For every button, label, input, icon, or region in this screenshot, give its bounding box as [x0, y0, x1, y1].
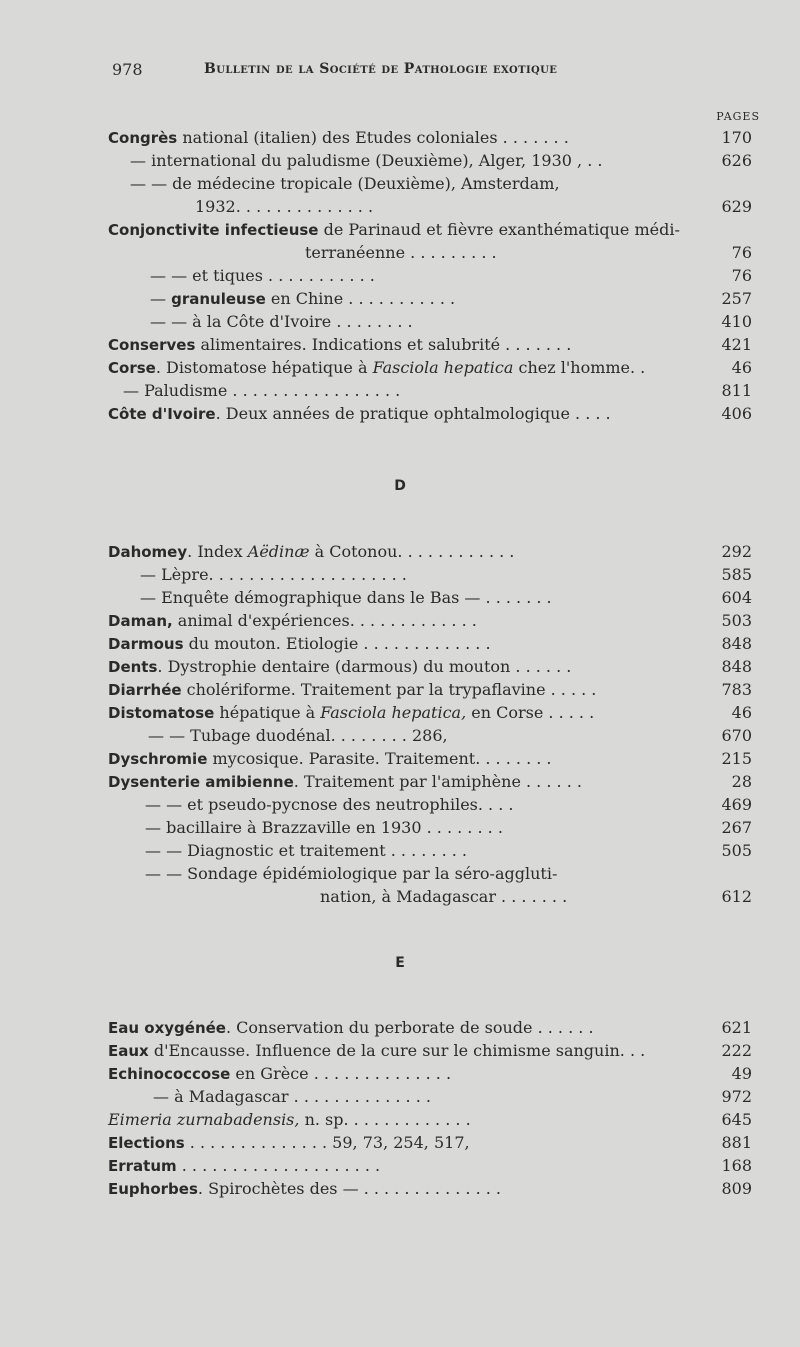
entry-keyword: Darmous — [108, 635, 184, 653]
index-entry — [0, 380, 800, 402]
index-entry — [0, 725, 800, 747]
entry-page-number: 621 — [721, 1018, 752, 1037]
page-number: 978 — [112, 60, 143, 79]
entry-continuation: chez l'homme. . — [513, 358, 646, 377]
index-entry — [0, 311, 800, 333]
index-entry — [0, 265, 800, 287]
index-entry — [0, 541, 800, 563]
entry-description: animal d'expériences. . . . . . . . . . . . . — [172, 611, 477, 630]
entry-description: 1932. . . . . . . . . . . . . . — [195, 197, 374, 216]
entry-text — [320, 886, 567, 908]
index-entry — [0, 357, 800, 379]
entry-page-number: 76 — [731, 266, 752, 285]
entry-text — [108, 127, 569, 149]
entry-description: hépatique à — [214, 703, 321, 722]
entry-text — [145, 863, 557, 885]
entry-page-number: 215 — [721, 749, 752, 768]
entry-text — [108, 633, 491, 655]
entry-continuation: n. sp. . . . . . . . . . . . . — [299, 1110, 471, 1129]
index-entry — [0, 288, 800, 310]
entry-text — [305, 242, 497, 264]
entry-page-number: 809 — [721, 1179, 752, 1198]
entry-text — [130, 173, 560, 195]
entry-keyword: Dahomey — [108, 543, 188, 561]
index-entry — [0, 886, 800, 908]
entry-keyword: Elections — [108, 1134, 185, 1152]
entry-description: — — Tubage duodénal. . . . . . . . 286, — [148, 726, 448, 745]
entry-keyword: Congrès — [108, 129, 178, 147]
entry-keyword: Corse — [108, 359, 156, 377]
entry-description: — à Madagascar . . . . . . . . . . . . . . — [153, 1087, 431, 1106]
entry-keyword: Daman, — [108, 612, 173, 630]
entry-italic-term: Fasciola hepatica — [372, 358, 514, 377]
entry-text — [108, 771, 582, 793]
entry-page-number: 626 — [721, 151, 752, 170]
entry-text — [108, 541, 514, 563]
entry-page-number: 168 — [721, 1156, 752, 1175]
entry-text — [148, 725, 448, 747]
entry-italic-term: Eimeria zurnabadensis, — [108, 1110, 300, 1129]
entry-keyword: Côte d'Ivoire — [108, 405, 216, 423]
entry-text — [108, 702, 594, 724]
index-entry — [0, 173, 800, 195]
entry-description: — Enquête démographique dans le Bas — . . . . . . . — [140, 588, 552, 607]
entry-page-number: 421 — [721, 335, 752, 354]
entry-text — [150, 311, 413, 333]
entry-keyword: Euphorbes — [108, 1180, 198, 1198]
pages-column-label: PAGES — [716, 110, 760, 123]
entry-keyword: Dysenterie amibienne — [108, 773, 294, 791]
index-entry — [0, 1017, 800, 1039]
entry-description: du mouton. Etiologie . . . . . . . . . . . . . — [183, 634, 491, 653]
index-entry — [0, 817, 800, 839]
entry-page-number: 645 — [721, 1110, 752, 1129]
entry-text — [108, 1017, 594, 1039]
index-entry — [0, 334, 800, 356]
entry-keyword: Dyschromie — [108, 750, 208, 768]
entry-description: — bacillaire à Brazzaville en 1930 . . . . . . . . — [145, 818, 503, 837]
entry-text — [108, 1155, 380, 1177]
entry-page-number: 848 — [721, 657, 752, 676]
index-entry — [0, 1178, 800, 1200]
index-entry — [0, 633, 800, 655]
entry-description: . Conservation du perborate de soude . . . . . . — [225, 1018, 594, 1037]
entry-page-number: 783 — [721, 680, 752, 699]
entry-text — [108, 1132, 470, 1154]
running-header — [112, 60, 672, 90]
index-entry — [0, 150, 800, 172]
entry-page-number: 503 — [721, 611, 752, 630]
index-entry — [0, 1063, 800, 1085]
index-entry — [0, 587, 800, 609]
entry-description: — — Sondage épidémiologique par la séro-aggluti- — [145, 864, 558, 883]
entry-text — [108, 1178, 501, 1200]
entry-page-number: 972 — [721, 1087, 752, 1106]
index-entry — [0, 219, 800, 241]
entry-description: — Paludisme . . . . . . . . . . . . . . . . . — [123, 381, 401, 400]
entry-page-number: 811 — [721, 381, 752, 400]
entry-description: de Parinaud et fièvre exanthématique médi- — [318, 220, 680, 239]
entry-text — [145, 840, 467, 862]
entry-continuation: en Chine . . . . . . . . . . . — [265, 289, 456, 308]
index-entry — [0, 610, 800, 632]
entry-text — [150, 288, 455, 310]
entry-text — [123, 380, 400, 402]
entry-description: — Lèpre. . . . . . . . . . . . . . . . . . . . — [140, 565, 407, 584]
index-entry — [0, 1040, 800, 1062]
entry-page-number: 46 — [731, 358, 752, 377]
index-entry — [0, 702, 800, 724]
entry-text — [108, 1040, 645, 1062]
entry-page-number: 49 — [731, 1064, 752, 1083]
entry-text — [108, 403, 611, 425]
entry-italic-term: Fasciola hepatica, — [320, 703, 467, 722]
index-entry — [0, 403, 800, 425]
entry-description: terranéenne . . . . . . . . . — [305, 243, 497, 262]
entry-italic-term: Aëdinæ — [247, 542, 310, 561]
entry-text — [108, 357, 645, 379]
index-entry — [0, 1155, 800, 1177]
entry-text — [140, 587, 552, 609]
entry-text — [150, 265, 375, 287]
entry-description: . Distomatose hépatique à — [155, 358, 373, 377]
entry-description: . Dystrophie dentaire (darmous) du mouton . . . . . . — [157, 657, 572, 676]
entry-description: cholériforme. Traitement par la trypaflavine . . . . . — [181, 680, 597, 699]
entry-continuation: en Corse . . . . . — [466, 703, 595, 722]
entry-page-number: 406 — [721, 404, 752, 423]
entry-description: . Spirochètes des — . . . . . . . . . . . . . . — [197, 1179, 502, 1198]
entry-description: — international du paludisme (Deuxième), Alger, 1930 , . . — [130, 151, 603, 170]
entry-keyword: Distomatose — [108, 704, 215, 722]
entry-keyword: granuleuse — [171, 290, 266, 308]
entry-text — [153, 1086, 431, 1108]
entry-page-number: 46 — [731, 703, 752, 722]
entry-keyword: Dents — [108, 658, 158, 676]
entry-text — [108, 748, 552, 770]
entry-text — [195, 196, 373, 218]
entry-keyword: Erratum — [108, 1157, 177, 1175]
entry-page-number: 585 — [721, 565, 752, 584]
entry-page-number: 848 — [721, 634, 752, 653]
entry-page-number: 612 — [721, 887, 752, 906]
entry-text — [108, 219, 680, 241]
entry-description: — — et pseudo-pycnose des neutrophiles. . . . — [145, 795, 514, 814]
entry-page-number: 410 — [721, 312, 752, 331]
entry-description: . Index — [187, 542, 248, 561]
entry-page-number: 881 — [721, 1133, 752, 1152]
entry-description: d'Encausse. Influence de la cure sur le chimisme sanguin. . . — [148, 1041, 646, 1060]
entry-description: — — de médecine tropicale (Deuxième), Amsterdam, — [130, 174, 560, 193]
entry-page-number: 604 — [721, 588, 752, 607]
entry-text — [108, 610, 477, 632]
entry-text — [108, 1063, 451, 1085]
index-entry — [0, 771, 800, 793]
entry-description: nation, à Madagascar . . . . . . . — [320, 887, 568, 906]
entry-page-number: 222 — [721, 1041, 752, 1060]
entry-text — [145, 794, 513, 816]
index-entry — [0, 840, 800, 862]
entry-keyword: Eaux — [108, 1042, 149, 1060]
entry-description: — — à la Côte d'Ivoire . . . . . . . . — [150, 312, 413, 331]
index-entry — [0, 863, 800, 885]
index-entry — [0, 196, 800, 218]
entry-text — [145, 817, 503, 839]
index-entry — [0, 564, 800, 586]
index-entry — [0, 1086, 800, 1108]
index-entry — [0, 127, 800, 149]
entry-page-number: 505 — [721, 841, 752, 860]
entry-page-number: 670 — [721, 726, 752, 745]
entry-dash: — — [150, 289, 172, 308]
entry-text — [108, 1109, 471, 1131]
entry-text — [140, 564, 407, 586]
entry-text — [108, 334, 571, 356]
running-title: Bulletin de la Société de Pathologie exotique — [204, 61, 558, 77]
index-entry — [0, 1132, 800, 1154]
entry-keyword: Diarrhée — [108, 681, 182, 699]
index-entry — [0, 656, 800, 678]
section-letter-e: E — [395, 955, 405, 971]
entry-description: alimentaires. Indications et salubrité . . . . . . . — [195, 335, 572, 354]
index-entry — [0, 679, 800, 701]
entry-keyword: Conjonctivite infectieuse — [108, 221, 319, 239]
entry-continuation: à Cotonou. . . . . . . . . . . . — [309, 542, 515, 561]
entry-page-number: 267 — [721, 818, 752, 837]
entry-page-number: 28 — [731, 772, 752, 791]
entry-description: en Grèce . . . . . . . . . . . . . . — [230, 1064, 452, 1083]
entry-page-number: 170 — [721, 128, 752, 147]
entry-description: mycosique. Parasite. Traitement. . . . . . . . — [207, 749, 552, 768]
entry-page-number: 292 — [721, 542, 752, 561]
entry-description: . . . . . . . . . . . . . . 59, 73, 254, 517, — [184, 1133, 470, 1152]
entry-keyword: Eau oxygénée — [108, 1019, 226, 1037]
entry-page-number: 469 — [721, 795, 752, 814]
entry-page-number: 257 — [721, 289, 752, 308]
entry-keyword: Echinococcose — [108, 1065, 231, 1083]
entry-text — [108, 679, 596, 701]
index-entry — [0, 1109, 800, 1131]
entry-description: — — et tiques . . . . . . . . . . . — [150, 266, 375, 285]
entry-page-number: 629 — [721, 197, 752, 216]
entry-description: national (italien) des Etudes coloniales . . . . . . . — [177, 128, 569, 147]
entry-page-number: 76 — [731, 243, 752, 262]
entry-description: — — Diagnostic et traitement . . . . . . . . — [145, 841, 468, 860]
entry-description: . . . . . . . . . . . . . . . . . . . . — [176, 1156, 381, 1175]
entry-description: . Deux années de pratique ophtalmologique . . . . — [215, 404, 611, 423]
index-entry — [0, 748, 800, 770]
entry-text — [130, 150, 602, 172]
entry-text — [108, 656, 571, 678]
index-entry — [0, 794, 800, 816]
section-letter-d: D — [394, 478, 406, 494]
entry-description: . Traitement par l'amiphène . . . . . . — [293, 772, 582, 791]
index-entry — [0, 242, 800, 264]
entry-keyword: Conserves — [108, 336, 196, 354]
